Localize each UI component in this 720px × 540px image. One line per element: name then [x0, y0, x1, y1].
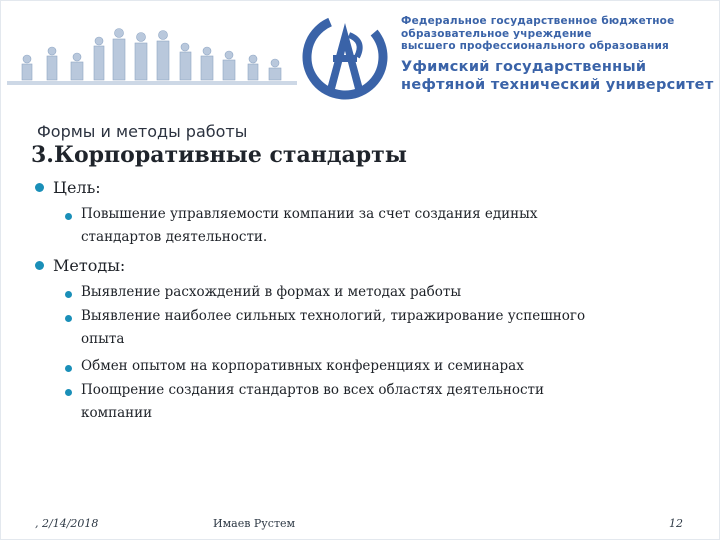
bullet-icon	[65, 213, 72, 220]
list-item: Поощрение создания стандартов во всех областях деятельности	[81, 382, 545, 398]
bullet-icon	[65, 291, 72, 298]
university-subtitle	[401, 15, 717, 53]
footer-author: Имаев Рустем	[213, 517, 296, 530]
bullet-icon	[65, 315, 72, 322]
bullet-icon	[35, 261, 44, 270]
bullet-icon	[65, 365, 72, 372]
list-item: Выявление расхождений в формах и методах работы	[81, 284, 462, 300]
list-item: Выявление наиболее сильных технологий, тиражирование успешного	[81, 308, 586, 324]
bullet-icon	[35, 183, 44, 192]
goal-label: Цель:	[53, 178, 101, 197]
university-line: высшего профессионального образования	[401, 40, 669, 52]
section-title: Формы и методы работы	[37, 122, 248, 141]
methods-label: Методы:	[53, 256, 126, 275]
slide-title: 3.Корпоративные стандарты	[31, 142, 407, 168]
list-item: компании	[81, 405, 153, 421]
list-item: Обмен опытом на корпоративных конференциях и семинарах	[81, 358, 524, 374]
workers-illustration	[7, 11, 297, 103]
list-item: опыта	[81, 331, 125, 347]
university-name-line: Уфимский государственный	[401, 59, 647, 75]
header-banner	[1, 1, 720, 111]
university-emblem-icon	[299, 11, 391, 103]
university-line: Федеральное государственное бюджетное	[401, 15, 675, 27]
university-name	[401, 58, 717, 94]
list-item: Повышение управляемости компании за счет создания единых	[81, 206, 538, 222]
university-name-line: нефтяной технический университет	[401, 77, 714, 93]
footer-date: , 2/14/2018	[35, 517, 99, 530]
page-number: 12	[669, 517, 683, 530]
bullet-icon	[65, 389, 72, 396]
list-item: стандартов деятельности.	[81, 229, 268, 245]
university-line: образовательное учреждение	[401, 27, 592, 40]
